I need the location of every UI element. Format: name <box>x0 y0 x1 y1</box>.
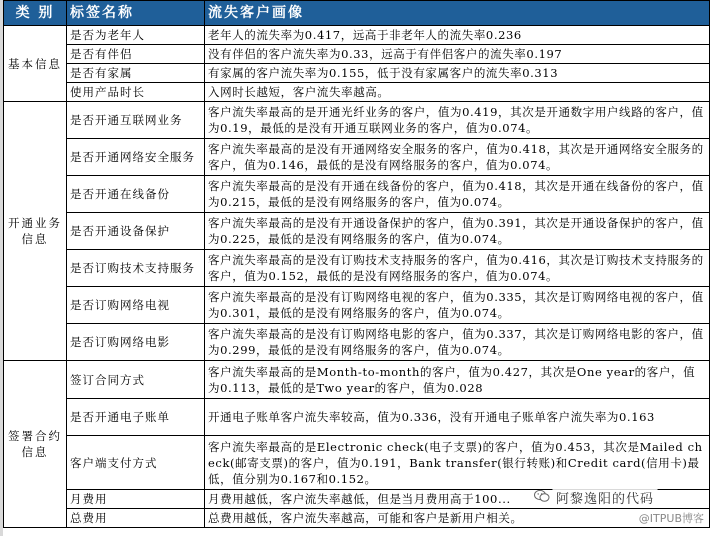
category-cell: 基本信息 <box>4 26 67 102</box>
table-row <box>4 139 710 176</box>
table-row <box>4 399 710 436</box>
desc-cell: 有家属的客户流失率为0.155，低于没有家属客户的流失率0.313 <box>205 64 710 83</box>
header-row <box>4 1 710 26</box>
category-cell: 开通业务信息 <box>4 102 67 361</box>
tag-cell: 使用产品时长 <box>67 83 205 102</box>
table-row <box>4 509 710 528</box>
tag-cell: 总费用 <box>67 509 205 528</box>
table-row <box>4 176 710 213</box>
tag-cell: 是否订购网络电视 <box>67 287 205 324</box>
desc-cell: 老年人的流失率为0.417，远高于非老年人的流失率0.236 <box>205 26 710 45</box>
tag-cell: 是否订购技术支持服务 <box>67 250 205 287</box>
tag-cell: 是否为老年人 <box>67 26 205 45</box>
desc-cell: 客户流失率最高的是没有订购网络电视的客户，值为0.335，其次是订购网络电视的客户，值为0.301，最低的是没有网络服务的客户，值为0.074。 <box>205 287 710 324</box>
desc-cell: 客户流失率最高的是Electronic check(电子支票)的客户，值为0.453，其次是Mailed check(邮寄支票)的客户，值为0.191，Bank transfer(银行转账)和Credit card(信用卡)最低，值分别为0.167和0.152。 <box>205 436 710 490</box>
header-category: 类 别 <box>4 1 67 26</box>
desc-cell: 没有伴侣的客户流失率为0.33，远高于有伴侣客户的流失率0.197 <box>205 45 710 64</box>
tag-cell: 签订合同方式 <box>67 361 205 399</box>
table-row <box>4 64 710 83</box>
desc-cell: 客户流失率最高的是开通光纤业务的客户，值为0.419，其次是开通数字用户线路的客户，值为0.19，最低的是没有开通互联网业务的客户，值为0.074。 <box>205 102 710 139</box>
table-row <box>4 83 710 102</box>
watermark-text: 阿黎逸阳的代码 <box>552 488 658 507</box>
header-tag: 标签名称 <box>67 1 205 26</box>
desc-cell: 客户流失率最高的是没有订购网络电影的客户，值为0.337，其次是订购网络电影的客户，值为0.299，最低的是没有网络服务的客户，值为0.074。 <box>205 324 710 361</box>
header-profile: 流失客户画像 <box>205 1 710 26</box>
tag-cell: 是否开通设备保护 <box>67 213 205 250</box>
table-row <box>4 213 710 250</box>
desc-cell: 开通电子账单客户流失率较高，值为0.336，没有开通电子账单客户流失率为0.163 <box>205 399 710 436</box>
table-row <box>4 26 710 45</box>
churn-profile-table <box>3 0 710 528</box>
tag-cell: 客户端支付方式 <box>67 436 205 490</box>
tag-cell: 是否开通互联网业务 <box>67 102 205 139</box>
tag-cell: 是否有家属 <box>67 64 205 83</box>
category-cell: 签署合约信息 <box>4 361 67 528</box>
desc-cell: 客户流失率最高的是Month-to-month的客户，值为0.427，其次是One year的客户，值为0.113，最低的是Two year的客户，值为0.028 <box>205 361 710 399</box>
table-row <box>4 250 710 287</box>
tag-cell: 是否开通电子账单 <box>67 399 205 436</box>
desc-cell: 月费用越低，客户流失率越低，但是当月费用高于100... <box>205 490 710 509</box>
table-row <box>4 45 710 64</box>
desc-cell: 客户流失率最高的是没有开通设备保护的客户，值为0.391，其次是开通设备保护的客户，值为0.225，最低的是没有网络服务的客户，值为0.074。 <box>205 213 710 250</box>
table-row <box>4 324 710 361</box>
table-row <box>4 361 710 399</box>
table-row <box>4 436 710 490</box>
table-row <box>4 287 710 324</box>
desc-cell: 客户流失率最高的是没有开通在线备份的客户，值为0.418，其次是开通在线备份的客户，值为0.215，最低的是没有网络服务的客户，值为0.074。 <box>205 176 710 213</box>
desc-cell: 客户流失率最高的是没有开通网络安全服务的客户，值为0.418，其次是开通网络安全服务的客户，值为0.146，最低的是没有网络服务的客户，值为0.074。 <box>205 139 710 176</box>
table-row <box>4 102 710 139</box>
table-row <box>4 490 710 509</box>
tag-cell: 月费用 <box>67 490 205 509</box>
desc-cell: 入网时长越短，客户流失率越高。 <box>205 83 710 102</box>
tag-cell: 是否开通在线备份 <box>67 176 205 213</box>
desc-cell: 客户流失率最高的是没有订购技术支持服务的客户，值为0.416，其次是订购技术支持服务的客户，值为0.152，最低的是没有网络服务的客户，值为0.074。 <box>205 250 710 287</box>
tag-cell: 是否开通网络安全服务 <box>67 139 205 176</box>
tag-cell: 是否有伴侣 <box>67 45 205 64</box>
watermark-sub: @ITPUB博客 <box>638 512 704 525</box>
tag-cell: 是否订购网络电影 <box>67 324 205 361</box>
desc-cell: 总费用越低，客户流失率越高，可能和客户是新用户相关。 <box>205 509 710 528</box>
